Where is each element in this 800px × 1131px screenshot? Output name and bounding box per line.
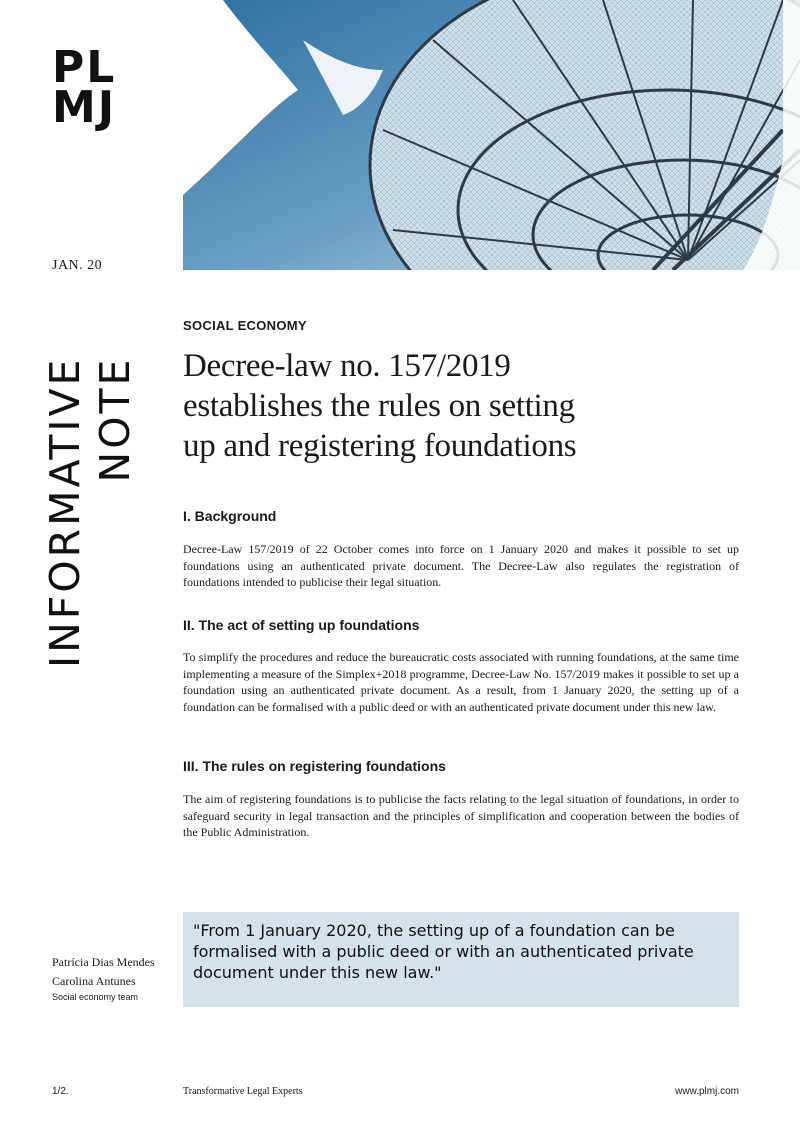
page-number: 1/2. xyxy=(52,1086,69,1097)
informative-note-vertical-title xyxy=(40,357,140,668)
title-line-1: Decree-law no. 157/2019 xyxy=(183,348,511,384)
title-line-3: up and registering foundations xyxy=(183,428,577,464)
title-line-2: establishes the rules on setting xyxy=(183,388,575,424)
vertical-title-line-1: INFORMATIVE xyxy=(41,356,89,668)
category-label: SOCIAL ECONOMY xyxy=(183,318,307,333)
section-heading-background: I. Background xyxy=(183,508,277,524)
logo-line-2: MJ xyxy=(52,82,117,133)
pull-quote xyxy=(183,912,739,1007)
page-title xyxy=(183,346,763,466)
hero-image-satellite-dish xyxy=(183,0,800,270)
author-team: Social economy team xyxy=(52,992,139,1002)
author-name-2: Carolina Antunes xyxy=(52,974,136,988)
section-heading-setting-up: II. The act of setting up foundations xyxy=(183,617,420,633)
vertical-title-line-2: NOTE xyxy=(91,356,139,483)
pull-quote-text: "From 1 January 2020, the setting up of a foundation can be formalised with a public deed or with an authenticated private document under this new law." xyxy=(193,921,694,982)
footer-tagline: Transformative Legal Experts xyxy=(183,1086,303,1097)
footer-website-link[interactable]: www.plmj.com xyxy=(675,1086,739,1097)
logo-line-1: PL xyxy=(52,42,117,93)
issue-date: JAN. 20 xyxy=(52,258,103,273)
plmj-logo xyxy=(52,42,117,133)
section-body-registering: The aim of registering foundations is to publicise the facts relating to the legal situation of foundations, in order to safeguard security in legal transaction and the principles of simplification and cooperation between the bodies of the Public Administration. xyxy=(183,792,739,839)
authors-block xyxy=(52,955,162,1002)
section-body-background: Decree-Law 157/2019 of 22 October comes into force on 1 January 2020 and makes it possible to set up foundations using an authenticated private document. The Decree-Law also regulates the registration of foundations intended to publicise their legal situation. xyxy=(183,542,739,589)
author-name-1: Patrícia Dias Mendes xyxy=(52,955,155,969)
section-body-setting-up: To simplify the procedures and reduce the bureaucratic costs associated with running foundations, at the same time implementing a measure of the Simplex+2018 programme, Decree-Law No. 157/2019 makes it possible to set up a foundation using an authenticated private document. As a result, from 1 January 2020, the setting up of a foundation can be formalised with a public deed or with an authenticated private document under this new law. xyxy=(183,650,739,714)
section-heading-registering: III. The rules on registering foundations xyxy=(183,758,446,774)
